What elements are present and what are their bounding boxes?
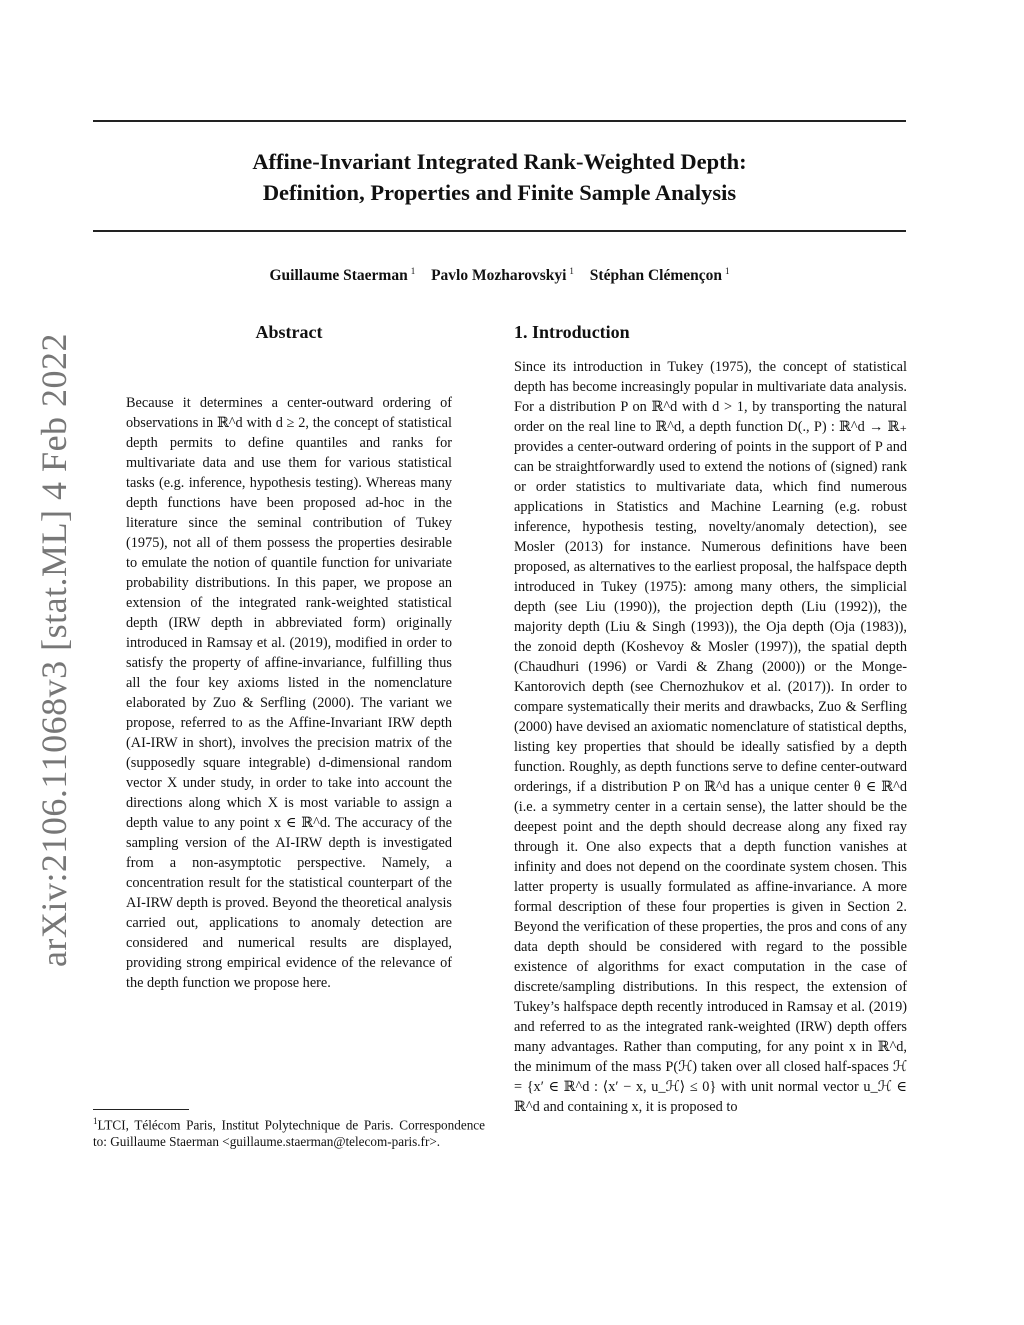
affiliation-marker: 1 [410, 266, 416, 276]
title-line-1: Affine-Invariant Integrated Rank-Weighted Depth: [252, 149, 747, 174]
author-name: Stéphan Clémençon [589, 267, 722, 284]
author-name: Pavlo Mozharovskyi [431, 267, 567, 284]
introduction-body [514, 357, 907, 1117]
title-bottom-rule [93, 230, 906, 232]
abstract-body [126, 393, 452, 993]
author-name: Guillaume Staerman [269, 267, 408, 284]
footnote-text: LTCI, Télécom Paris, Institut Polytechnique de Paris. Correspondence to: Guillaume Staerman <guillaume.staerman@telecom-paris.fr>. [93, 1117, 485, 1150]
title-top-rule [93, 120, 906, 122]
affiliation-marker: 1 [569, 266, 574, 276]
author [431, 267, 574, 284]
abstract-text: Because it determines a center-outward ordering of observations in ℝ^d with d ≥ 2, the concept of statistical depth permits to define quantiles and ranks for multivariate data and use them for various statistical tasks (e.g. inference, hypothesis testing). Whereas many depth functions have been proposed ad-hoc in the literature since the seminal contribution of Tukey (1975), not all of them possess the properties desirable to emulate the notion of quantile function for univariate probability distributions. In this paper, we propose an extension of the integrated rank-weighted statistical depth (IRW depth in abbreviated form) originally introduced in Ramsay et al. (2019), modified in order to satisfy the property of affine-invariance, fulfilling thus all the four key axioms listed in the nomenclature elaborated by Zuo & Serfling (2000). The variant we propose, referred to as the Affine-Invariant IRW depth (AI-IRW in short), involves the precision matrix of the (supposedly square integrable) d-dimensional random vector X under study, in order to take into account the directions along which X is most variable to assign a depth value to any point x ∈ ℝ^d. The accuracy of the sampling version of the AI-IRW depth is investigated from a non-asymptotic perspective. Namely, a concentration result for the statistical counterpart of the AI-IRW depth is proved. Beyond the theoretical analysis carried out, applications to anomaly detection are considered and numerical results are displayed, providing strong empirical evidence of the relevance of the depth function we propose here. [126, 395, 452, 991]
paper-title [93, 146, 906, 208]
footnote-marker: 1 [93, 1116, 98, 1126]
abstract-heading: Abstract [255, 322, 323, 342]
footnote-rule [93, 1109, 189, 1110]
introduction-text: Since its introduction in Tukey (1975), the concept of statistical depth has become increasingly popular in multivariate data analysis. For a distribution P on ℝ^d with d > 1, by transporting the natural order on the real line to ℝ^d, a depth function D(., P) : ℝ^d → ℝ₊ provides a center-outward ordering of points in the support of P and can be straightforwardly used to extend the notions of (signed) rank or order statistics to multivariate data, which find numerous applications in Statistics and Machine Learning (e.g. robust inference, hypothesis testing, novelty/anomaly detection), see Mosler (2013) for instance. Numerous definitions have been proposed, as alternatives to the earliest proposal, the halfspace depth introduced in Tukey (1975): among many others, the simplicial depth (see Liu (1990)), the projection depth (Liu (1992)), the majority depth (Liu & Singh (1993)), the Oja depth (Oja (1983)), the zonoid depth (Koshevoy & Mosler (1997)), the spatial depth (Chaudhuri (1996) or Vardi & Zhang (2000)) or the Monge-Kantorovich depth (see Chernozhukov et al. (2017)). In order to compare systematically their merits and drawbacks, Zuo & Serfling (2000) have devised an axiomatic nomenclature of statistical depths, listing key properties that should be ideally satisfied by a depth function. Roughly, as depth functions serve to define center-outward orderings, if a distribution P on ℝ^d has a unique center θ ∈ ℝ^d (i.e. a symmetry center in a certain sense), the latter should be the deepest point and the depth should decrease along any fixed ray through it. One also expects that a depth function vanishes at infinity and does not depend on the coordinate system chosen. This latter property is usually formulated as affine-invariance. A more formal description of these four properties is given in Section 2. Beyond the verification of these properties, the pros and cons of any data depth should be considered with regard to the possible existence of algorithms for exact computation in the case of discrete/sampling distributions. In this respect, the extension of Tukey’s halfspace depth recently introduced in Ramsay et al. (2019) and referred to as the integrated rank-weighted (IRW) depth offers many advantages. Rather than computing, for any point x in ℝ^d, the minimum of the mass P(ℋ) taken over all closed half-spaces ℋ = {x′ ∈ ℝ^d : ⟨x′ − x, u_ℋ⟩ ≤ 0} with unit normal vector u_ℋ ∈ ℝ^d and containing x, it is proposed to [514, 359, 907, 1115]
author [590, 267, 730, 284]
introduction-heading: 1. Introduction [514, 322, 630, 342]
author [269, 267, 415, 284]
footnote [93, 1113, 485, 1150]
title-line-2: Definition, Properties and Finite Sample Analysis [262, 180, 737, 205]
affiliation-marker: 1 [725, 266, 730, 276]
arxiv-side-stamp: arXiv:2106.11068v3 [stat.ML] 4 Feb 2022 [34, 332, 74, 968]
author-list [93, 266, 906, 285]
